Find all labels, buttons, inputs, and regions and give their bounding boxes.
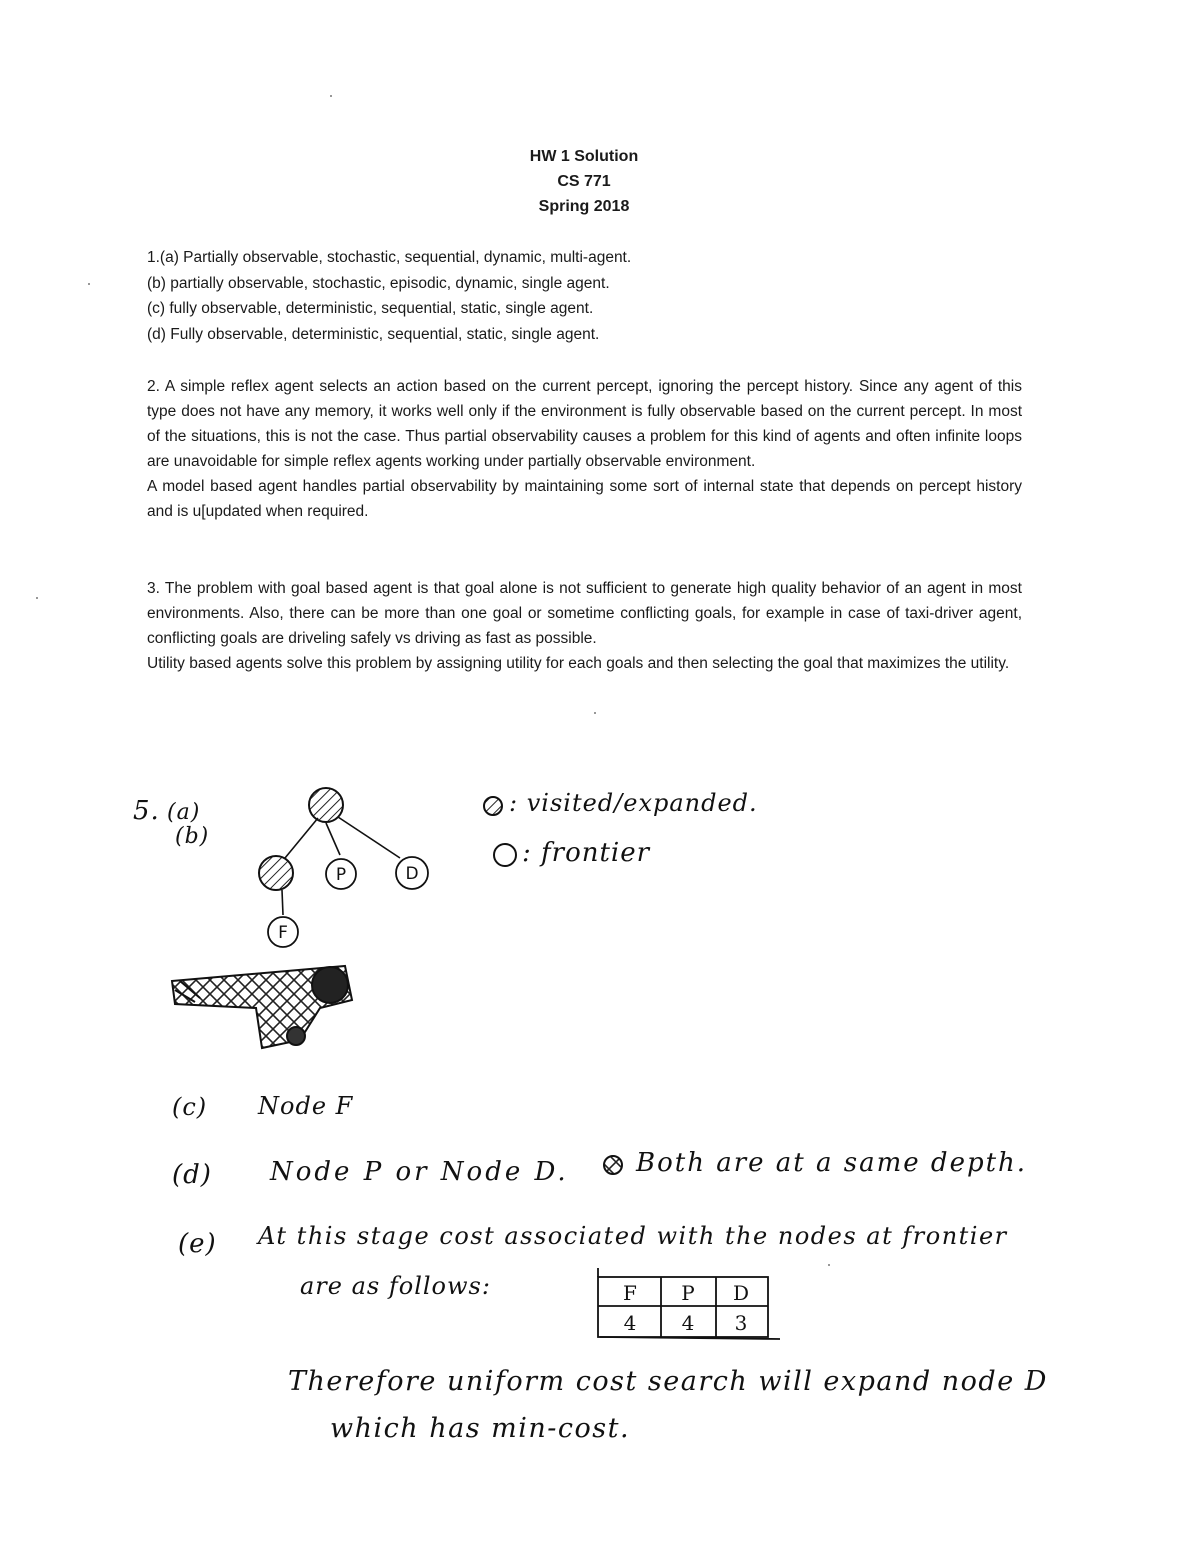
q5d-answer: Node P or Node D. (270, 1157, 569, 1187)
tree-node-left-visited (259, 856, 293, 890)
q5d-label: (d) (172, 1160, 212, 1190)
q1-answer-c: (c) fully observable, deterministic, sequential, static, single agent. (147, 300, 594, 317)
tree-node-f (268, 917, 298, 947)
cost-table-header-p: P (681, 1281, 695, 1305)
q5c-label: (c) (172, 1093, 208, 1121)
q5-label-b: (b) (175, 824, 210, 849)
tree-node-root-visited (309, 788, 343, 822)
tree-node-p-label: P (335, 865, 347, 885)
tree-node-p (326, 859, 356, 889)
cost-table-value-p: 4 (681, 1311, 695, 1335)
legend-visited-icon (484, 797, 502, 815)
q5e-line-2: are as follows: (300, 1272, 491, 1300)
scan-speck (594, 712, 596, 714)
scan-speck (330, 95, 332, 97)
course-code: CS 771 (557, 173, 611, 190)
q1-answer-b: (b) partially observable, stochastic, episodic, dynamic, single agent. (147, 274, 610, 292)
tree-node-d (396, 857, 428, 889)
q5c-answer: Node F (258, 1092, 354, 1120)
q5e-line-1: At this stage cost associated with the nodes at frontier (258, 1222, 1008, 1250)
legend-frontier-text: : frontier (522, 838, 651, 868)
q1-answer-d: (d) Fully observable, deterministic, sequential, static, single agent. (147, 325, 600, 343)
q3-paragraph-2: Utility based agents solve this problem by assigning utility for each goals and then selecting the goal that maximizes the utility. (147, 655, 1010, 672)
q5-label-a: (a) (167, 800, 201, 825)
legend-visited-text: : visited/expanded. (509, 789, 758, 817)
question-1-answers (147, 245, 1047, 347)
q5-label: 5. (133, 796, 160, 826)
cost-table-value-f: 4 (623, 1311, 637, 1335)
cost-table-header-d: D (732, 1281, 750, 1305)
tree-node-f-label: F (278, 923, 288, 943)
search-tree-edges (282, 817, 400, 915)
scribbled-out-drawing (172, 966, 352, 1048)
tree-node-d-label: D (405, 864, 419, 884)
scan-speck (88, 283, 90, 285)
document-header (0, 144, 1168, 219)
legend-frontier-icon (494, 844, 516, 866)
cost-table-value-d: 3 (734, 1311, 748, 1335)
question-3-answer (147, 576, 1022, 676)
cost-table-header-f: F (623, 1281, 637, 1305)
conclusion-line-2: which has min-cost. (330, 1413, 631, 1444)
document-title: HW 1 Solution (529, 148, 639, 165)
q2-paragraph-1: 2. A simple reflex agent selects an action based on the current percept, ignoring the percept history. Since any agent of this type does not have any memory, it works well only if the environment is fully observable based on the current percept. In most of the situations, this is not the case. Thus partial observability causes a problem for this kind of agents and often infinite loops are unavoidable for simple reflex agents working under partially observable environment. (147, 378, 1022, 470)
cost-table (598, 1268, 780, 1339)
q1-answer-a: 1.(a) Partially observable, stochastic, sequential, dynamic, multi-agent. (147, 249, 632, 266)
q3-paragraph-1: 3. The problem with goal based agent is that goal alone is not sufficient to generate high quality behavior of an agent in most environments. Also, there can be more than one goal or sometime conflicting goals, for example in case of taxi-driver agent, conflicting goals are driveling safely vs driving as fast as possible. (147, 580, 1022, 647)
question-2-answer (147, 374, 1022, 524)
term: Spring 2018 (538, 198, 630, 215)
conclusion-line-1: Therefore uniform cost search will expand node D (288, 1366, 1048, 1397)
q5d-reason: Both are at a same depth. (636, 1148, 1028, 1178)
scribbled-blot (604, 1156, 622, 1174)
scan-speck (36, 597, 38, 599)
q2-paragraph-2: A model based agent handles partial observability by maintaining some sort of internal state that depends on percept history and is u[updated when required. (147, 478, 1022, 520)
scan-speck (828, 1264, 830, 1266)
q5e-label: (e) (178, 1229, 217, 1259)
